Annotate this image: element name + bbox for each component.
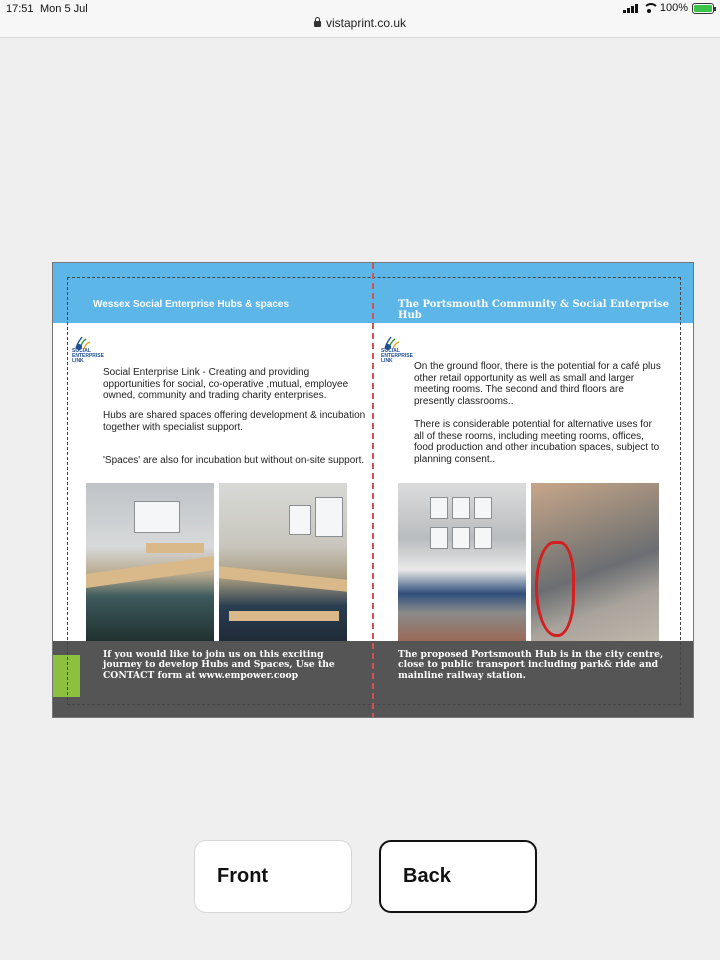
- address-bar[interactable]: [0, 16, 720, 30]
- right-potential-text: There is considerable potential for alternative uses for all of these rooms, including meeting rooms, offices, food production and other incubation spaces, subject to planning consent..: [414, 419, 660, 465]
- battery-icon: [692, 3, 714, 14]
- front-button[interactable]: Front: [194, 840, 352, 913]
- social-enterprise-link-logo: [70, 335, 104, 369]
- left-band-title: Wessex Social Enterprise Hubs & spaces: [93, 299, 290, 310]
- header-band: [53, 263, 373, 323]
- status-time: 17:51: [6, 3, 34, 15]
- site-outline: [535, 541, 575, 637]
- right-footer-text: The proposed Portsmouth Hub is in the city centre, close to public transport including park& ride and mainline railway station.: [398, 649, 664, 681]
- ios-status-and-url-bar: [0, 0, 720, 38]
- logo-text: SOCIAL ENTERPRISE LINK: [381, 348, 413, 364]
- battery-percent: 100%: [659, 2, 688, 14]
- design-preview: [52, 262, 694, 718]
- left-hubs-text: Hubs are shared spaces offering development & incubation together with specialist support.: [103, 410, 366, 433]
- wifi-icon: [642, 3, 656, 13]
- status-date: Mon 5 Jul: [40, 3, 88, 15]
- status-indicators: [623, 2, 714, 14]
- social-enterprise-link-logo: [379, 335, 413, 369]
- url-text: vistaprint.co.uk: [325, 16, 407, 30]
- back-button[interactable]: Back: [379, 840, 537, 913]
- logo-text: SOCIAL ENTERPRISE LINK: [72, 348, 104, 364]
- left-intro-text: Social Enterprise Link - Creating and providing opportunities for social, co-operative ,mutual, employee owned, community and trading charity enterprises.: [103, 367, 349, 401]
- meeting-room-photo-1: [86, 483, 214, 641]
- signal-icon: [623, 3, 638, 13]
- left-spaces-text: 'Spaces' are also for incubation but without on-site support.: [103, 455, 365, 466]
- right-ground-floor-text: On the ground floor, there is the potential for a café plus other retail opportunity as well as small and larger meeting rooms. The second and third floors are presently classrooms..: [414, 361, 661, 407]
- aerial-map-photo: [531, 483, 659, 641]
- meeting-room-photo-2: [219, 483, 347, 641]
- right-band-title: The Portsmouth Community & Social Enterprise Hub: [398, 299, 670, 321]
- preview-right-panel: [373, 263, 693, 718]
- preview-left-panel: [53, 263, 373, 718]
- green-accent-tab: [53, 655, 80, 697]
- lock-icon: [314, 21, 321, 27]
- building-street-photo: [398, 483, 526, 641]
- left-footer-text: If you would like to join us on this exciting journey to develop Hubs and Spaces, Use the CONTACT form at www.empower.coop: [103, 649, 335, 681]
